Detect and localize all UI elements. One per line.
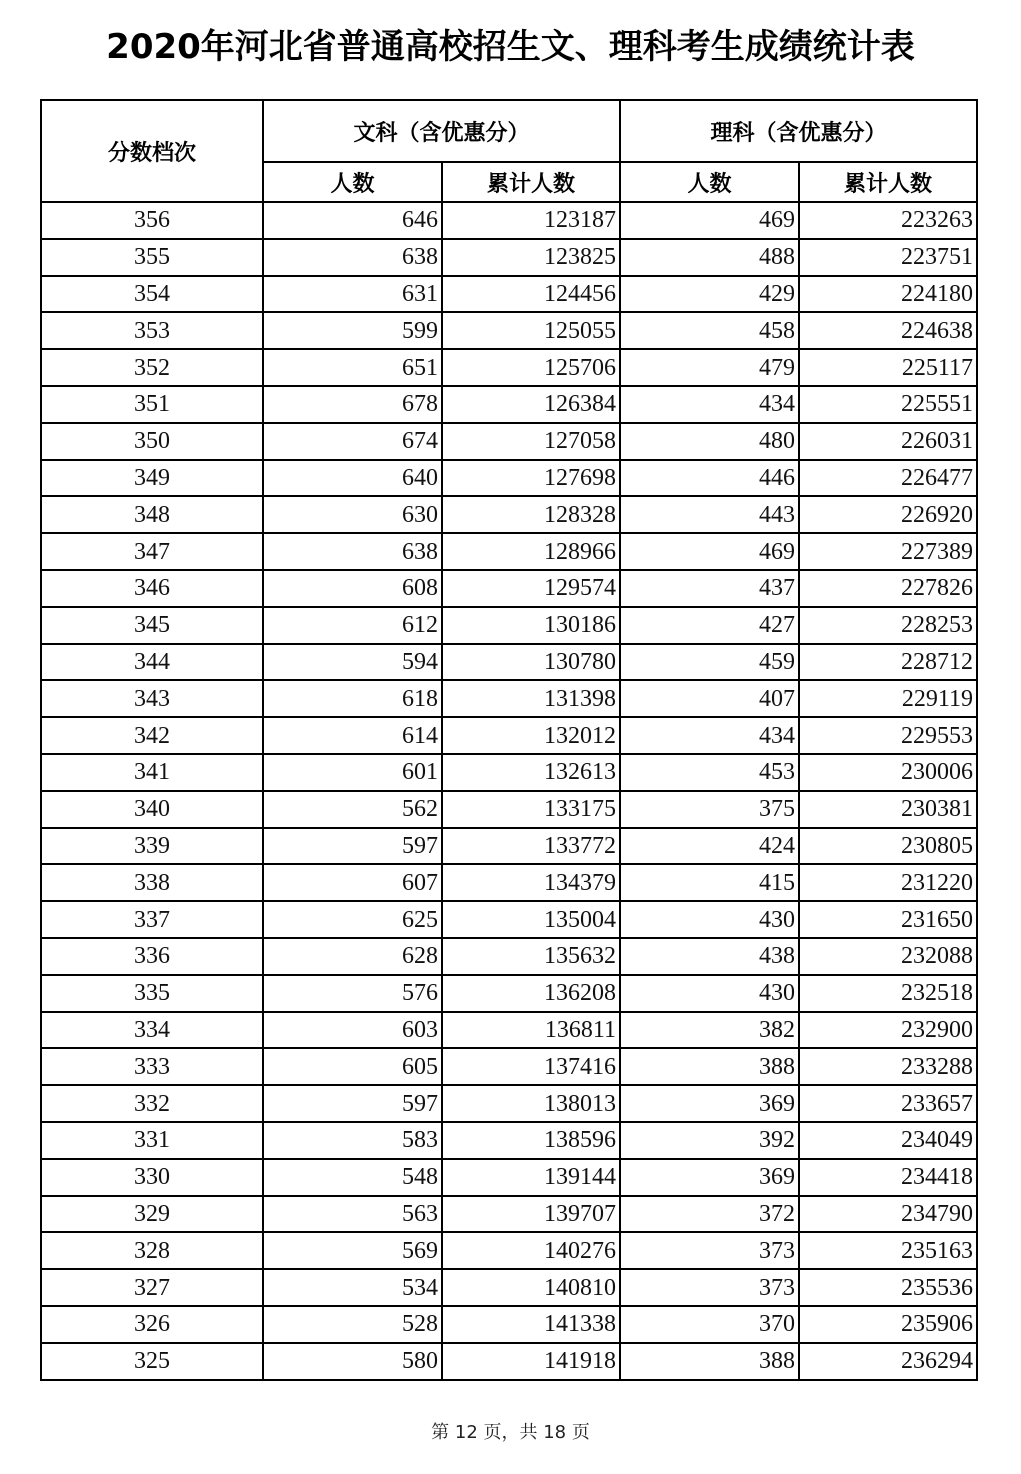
score-cell: 350 [41,423,263,460]
la-cumulative-cell: 133772 [442,828,620,865]
sci-cumulative-cell: 224180 [799,276,977,313]
la-cumulative-cell: 135004 [442,901,620,938]
score-cell: 337 [41,901,263,938]
sci-count-cell: 434 [620,717,799,754]
la-cumulative-cell: 139707 [442,1196,620,1233]
la-cumulative-cell: 138596 [442,1122,620,1159]
la-cumulative-cell: 128966 [442,533,620,570]
score-cell: 354 [41,276,263,313]
sci-cumulative-cell: 233288 [799,1048,977,1085]
table-row [41,1048,977,1085]
score-cell: 328 [41,1232,263,1269]
table-row [41,828,977,865]
sci-cumulative-cell: 232900 [799,1012,977,1049]
score-cell: 352 [41,349,263,386]
sci-count-cell: 373 [620,1269,799,1306]
la-cumulative-cell: 125055 [442,312,620,349]
table-row [41,570,977,607]
table-row [41,864,977,901]
sci-cumulative-cell: 235163 [799,1232,977,1269]
table-header [41,100,977,202]
score-cell: 351 [41,386,263,423]
la-cumulative-cell: 134379 [442,864,620,901]
table-row [41,644,977,681]
sci-cumulative-cell: 232518 [799,975,977,1012]
sci-cumulative-cell: 230381 [799,791,977,828]
la-count-cell: 576 [263,975,442,1012]
la-cumulative-cell: 131398 [442,680,620,717]
la-cumulative-cell: 137416 [442,1048,620,1085]
la-count-cell: 597 [263,828,442,865]
sci-cumulative-cell: 229553 [799,717,977,754]
la-count-cell: 580 [263,1343,442,1380]
sci-cumulative-cell: 229119 [799,680,977,717]
la-cumulative-cell: 141918 [442,1343,620,1380]
la-count-cell: 594 [263,644,442,681]
table-row [41,754,977,791]
la-cumulative-cell: 125706 [442,349,620,386]
la-count-cell: 599 [263,312,442,349]
table-row [41,312,977,349]
sci-cumulative-cell: 232088 [799,938,977,975]
sci-cumulative-cell: 235536 [799,1269,977,1306]
table-row [41,1306,977,1343]
la-cumulative-cell: 127058 [442,423,620,460]
la-cumulative-cell: 128328 [442,496,620,533]
la-cumulative-cell: 139144 [442,1159,620,1196]
score-cell: 325 [41,1343,263,1380]
score-cell: 343 [41,680,263,717]
sci-count-cell: 429 [620,276,799,313]
la-count-cell: 612 [263,607,442,644]
sci-count-cell: 373 [620,1232,799,1269]
table-row [41,717,977,754]
la-cumulative-cell: 132613 [442,754,620,791]
score-cell: 338 [41,864,263,901]
la-cumulative-cell: 130186 [442,607,620,644]
score-cell: 326 [41,1306,263,1343]
la-cumulative-cell: 135632 [442,938,620,975]
la-count-cell: 563 [263,1196,442,1233]
table-row [41,386,977,423]
sci-count-cell: 415 [620,864,799,901]
score-cell: 331 [41,1122,263,1159]
table-row [41,349,977,386]
la-cumulative-cell: 126384 [442,386,620,423]
la-cumulative-cell: 136208 [442,975,620,1012]
la-count-cell: 607 [263,864,442,901]
sci-count-cell: 459 [620,644,799,681]
sci-count-cell: 458 [620,312,799,349]
score-cell: 327 [41,1269,263,1306]
sci-count-cell: 430 [620,901,799,938]
header-score-level: 分数档次 [41,100,263,202]
table-body [41,202,977,1380]
sci-count-cell: 446 [620,460,799,497]
la-cumulative-cell: 136811 [442,1012,620,1049]
sci-count-cell: 430 [620,975,799,1012]
score-cell: 332 [41,1085,263,1122]
sci-cumulative-cell: 230805 [799,828,977,865]
sci-count-cell: 369 [620,1085,799,1122]
la-count-cell: 630 [263,496,442,533]
sci-cumulative-cell: 235906 [799,1306,977,1343]
sci-count-cell: 434 [620,386,799,423]
table-row [41,680,977,717]
score-cell: 339 [41,828,263,865]
la-count-cell: 625 [263,901,442,938]
sci-count-cell: 438 [620,938,799,975]
sci-count-cell: 407 [620,680,799,717]
score-statistics-table [40,99,978,1381]
la-cumulative-cell: 123825 [442,239,620,276]
sci-cumulative-cell: 236294 [799,1343,977,1380]
table-row [41,975,977,1012]
la-count-cell: 608 [263,570,442,607]
la-count-cell: 640 [263,460,442,497]
sci-cumulative-cell: 227389 [799,533,977,570]
la-count-cell: 534 [263,1269,442,1306]
header-sci-cumulative: 累计人数 [799,162,977,202]
sci-cumulative-cell: 223751 [799,239,977,276]
sci-cumulative-cell: 226477 [799,460,977,497]
table-row [41,496,977,533]
header-science: 理科（含优惠分） [620,100,977,162]
la-count-cell: 603 [263,1012,442,1049]
la-cumulative-cell: 123187 [442,202,620,239]
table-row [41,460,977,497]
sci-cumulative-cell: 231220 [799,864,977,901]
table-row [41,1343,977,1380]
table-row [41,202,977,239]
table-row [41,607,977,644]
score-cell: 329 [41,1196,263,1233]
score-cell: 353 [41,312,263,349]
la-count-cell: 628 [263,938,442,975]
score-cell: 344 [41,644,263,681]
sci-count-cell: 427 [620,607,799,644]
score-cell: 340 [41,791,263,828]
sci-count-cell: 388 [620,1048,799,1085]
sci-count-cell: 369 [620,1159,799,1196]
sci-count-cell: 375 [620,791,799,828]
la-count-cell: 562 [263,791,442,828]
la-count-cell: 614 [263,717,442,754]
table-row [41,901,977,938]
sci-count-cell: 372 [620,1196,799,1233]
la-count-cell: 646 [263,202,442,239]
la-count-cell: 678 [263,386,442,423]
la-count-cell: 674 [263,423,442,460]
table-row [41,1085,977,1122]
header-la-cumulative: 累计人数 [442,162,620,202]
header-sci-count: 人数 [620,162,799,202]
sci-cumulative-cell: 234790 [799,1196,977,1233]
la-cumulative-cell: 129574 [442,570,620,607]
sci-cumulative-cell: 233657 [799,1085,977,1122]
score-cell: 347 [41,533,263,570]
la-cumulative-cell: 124456 [442,276,620,313]
score-cell: 333 [41,1048,263,1085]
sci-cumulative-cell: 226031 [799,423,977,460]
la-count-cell: 583 [263,1122,442,1159]
table-row [41,1012,977,1049]
score-cell: 355 [41,239,263,276]
score-cell: 341 [41,754,263,791]
table-row [41,791,977,828]
header-liberal-arts: 文科（含优惠分） [263,100,620,162]
sci-cumulative-cell: 225551 [799,386,977,423]
page-title: 2020年河北省普通高校招生文、理科考生成绩统计表 [106,27,915,67]
la-cumulative-cell: 132012 [442,717,620,754]
table-row [41,1196,977,1233]
la-cumulative-cell: 127698 [442,460,620,497]
la-count-cell: 638 [263,533,442,570]
sci-count-cell: 437 [620,570,799,607]
sci-count-cell: 443 [620,496,799,533]
score-cell: 334 [41,1012,263,1049]
table-row [41,1232,977,1269]
table-row [41,1122,977,1159]
table-row [41,276,977,313]
header-la-count: 人数 [263,162,442,202]
sci-count-cell: 469 [620,202,799,239]
la-count-cell: 528 [263,1306,442,1343]
table-row [41,423,977,460]
la-count-cell: 605 [263,1048,442,1085]
score-cell: 336 [41,938,263,975]
sci-count-cell: 488 [620,239,799,276]
la-count-cell: 618 [263,680,442,717]
la-count-cell: 638 [263,239,442,276]
la-count-cell: 597 [263,1085,442,1122]
table-row [41,1269,977,1306]
score-cell: 345 [41,607,263,644]
sci-count-cell: 480 [620,423,799,460]
table-row [41,239,977,276]
la-cumulative-cell: 140276 [442,1232,620,1269]
table-row [41,1159,977,1196]
sci-cumulative-cell: 223263 [799,202,977,239]
score-cell: 335 [41,975,263,1012]
sci-count-cell: 479 [620,349,799,386]
sci-count-cell: 453 [620,754,799,791]
score-cell: 330 [41,1159,263,1196]
la-count-cell: 631 [263,276,442,313]
score-cell: 348 [41,496,263,533]
table-row [41,938,977,975]
la-count-cell: 548 [263,1159,442,1196]
sci-cumulative-cell: 227826 [799,570,977,607]
sci-cumulative-cell: 230006 [799,754,977,791]
sci-cumulative-cell: 224638 [799,312,977,349]
la-count-cell: 651 [263,349,442,386]
score-cell: 342 [41,717,263,754]
sci-cumulative-cell: 234418 [799,1159,977,1196]
la-cumulative-cell: 138013 [442,1085,620,1122]
sci-cumulative-cell: 226920 [799,496,977,533]
la-cumulative-cell: 140810 [442,1269,620,1306]
la-cumulative-cell: 141338 [442,1306,620,1343]
sci-count-cell: 424 [620,828,799,865]
score-cell: 356 [41,202,263,239]
sci-cumulative-cell: 228712 [799,644,977,681]
sci-count-cell: 469 [620,533,799,570]
page-number: 第 12 页，共 18 页 [431,1422,590,1443]
sci-cumulative-cell: 231650 [799,901,977,938]
la-cumulative-cell: 133175 [442,791,620,828]
sci-cumulative-cell: 228253 [799,607,977,644]
sci-count-cell: 392 [620,1122,799,1159]
table-row [41,533,977,570]
la-cumulative-cell: 130780 [442,644,620,681]
la-count-cell: 601 [263,754,442,791]
sci-count-cell: 370 [620,1306,799,1343]
sci-cumulative-cell: 225117 [799,349,977,386]
sci-count-cell: 388 [620,1343,799,1380]
score-cell: 346 [41,570,263,607]
sci-count-cell: 382 [620,1012,799,1049]
sci-cumulative-cell: 234049 [799,1122,977,1159]
la-count-cell: 569 [263,1232,442,1269]
score-cell: 349 [41,460,263,497]
